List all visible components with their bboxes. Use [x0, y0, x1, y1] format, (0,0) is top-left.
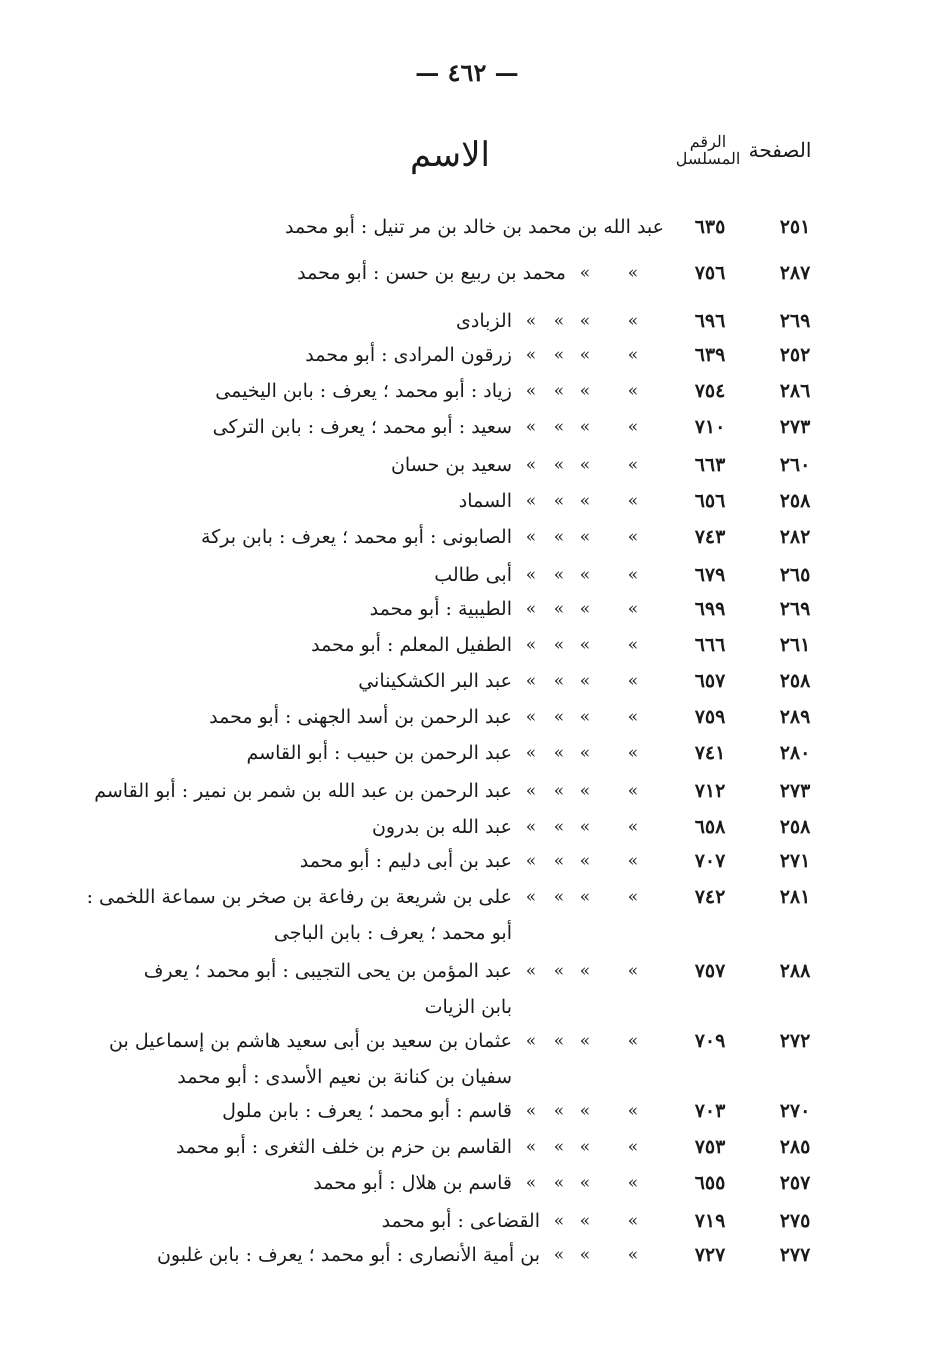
page-cell: ٢٧٣	[779, 416, 811, 438]
ditto-mark: »	[627, 565, 639, 585]
serial-cell: ٦٥٨	[694, 816, 726, 838]
ditto-mark: »	[553, 1211, 565, 1231]
ditto-mark: »	[627, 417, 639, 437]
page-cell: ٢٦٩	[779, 598, 811, 620]
column-header-page: الصفحة	[748, 138, 812, 162]
name-cell: عبد المؤمن بن يحى التجيبى : أبو محمد ؛ يعرف	[143, 960, 512, 982]
serial-cell: ٦٦٣	[694, 454, 726, 476]
ditto-mark: »	[627, 635, 639, 655]
ditto-mark: »	[525, 527, 537, 547]
serial-cell: ٧٥٦	[694, 262, 726, 284]
table-row	[0, 1168, 934, 1198]
page-cell: ٢٨٢	[779, 526, 811, 548]
page-cell: ٢٦١	[779, 634, 811, 656]
ditto-mark: »	[579, 527, 591, 547]
ditto-mark: »	[627, 455, 639, 475]
ditto-mark: »	[553, 1137, 565, 1157]
ditto-mark: »	[525, 345, 537, 365]
ditto-mark: »	[579, 1031, 591, 1051]
page-cell: ٢٥٧	[779, 1172, 811, 1194]
page-cell: ٢٥٨	[779, 670, 811, 692]
table-row	[0, 1206, 934, 1236]
ditto-mark: »	[627, 491, 639, 511]
page-cell: ٢٨٧	[779, 262, 811, 284]
ditto-mark: »	[579, 345, 591, 365]
ditto-mark: »	[579, 1137, 591, 1157]
name-cell: قاسم : أبو محمد ؛ يعرف : بابن ملول	[222, 1100, 512, 1122]
ditto-mark: »	[525, 1101, 537, 1121]
ditto-mark: »	[579, 1245, 591, 1265]
table-row	[0, 882, 934, 912]
serial-cell: ٧٠٩	[694, 1030, 726, 1052]
name-cell: عبد الله بن محمد بن خالد بن مر تنيل : أبو محمد	[285, 216, 664, 238]
name-cell: السماد	[458, 490, 512, 512]
serial-cell: ٧٥٧	[694, 960, 726, 982]
name-cell: عبد الرحمن بن أسد الجهنى : أبو محمد	[209, 706, 512, 728]
ditto-mark: »	[553, 1245, 565, 1265]
ditto-mark: »	[579, 781, 591, 801]
ditto-mark: »	[553, 345, 565, 365]
ditto-mark: »	[553, 417, 565, 437]
ditto-mark: »	[579, 671, 591, 691]
ditto-mark: »	[525, 417, 537, 437]
page-cell: ٢٦٩	[779, 310, 811, 332]
ditto-mark: »	[579, 961, 591, 981]
serial-cell: ٦٣٩	[694, 344, 726, 366]
name-cell: عبد البر الكشكيناني	[358, 670, 512, 692]
ditto-mark: »	[627, 311, 639, 331]
ditto-mark: »	[627, 381, 639, 401]
serial-cell: ٧١٢	[694, 780, 726, 802]
ditto-mark: »	[627, 851, 639, 871]
ditto-mark: »	[525, 817, 537, 837]
serial-cell: ٦٩٦	[694, 310, 726, 332]
ditto-mark: »	[553, 635, 565, 655]
ditto-mark: »	[553, 887, 565, 907]
ditto-mark: »	[627, 1031, 639, 1051]
ditto-mark: »	[627, 345, 639, 365]
ditto-mark: »	[553, 491, 565, 511]
ditto-mark: »	[553, 599, 565, 619]
page-cell: ٢٥٨	[779, 816, 811, 838]
ditto-mark: »	[553, 527, 565, 547]
ditto-mark: »	[627, 887, 639, 907]
serial-cell: ٧٢٧	[694, 1244, 726, 1266]
name-cell: عبد بن أبى دليم : أبو محمد	[299, 850, 512, 872]
ditto-mark: »	[579, 491, 591, 511]
ditto-mark: »	[525, 455, 537, 475]
table-row	[0, 776, 934, 806]
page-cell: ٢٨١	[779, 886, 811, 908]
serial-cell: ٧٥٤	[694, 380, 726, 402]
name-cell: بن أمية الأنصارى : أبو محمد ؛ يعرف : بابن غلبون	[156, 1244, 540, 1266]
ditto-mark: »	[553, 707, 565, 727]
ditto-mark: »	[525, 565, 537, 585]
serial-cell: ٧٠٣	[694, 1100, 726, 1122]
ditto-mark: »	[525, 635, 537, 655]
ditto-mark: »	[525, 1031, 537, 1051]
ditto-mark: »	[627, 263, 639, 283]
page-cell: ٢٥٢	[779, 344, 811, 366]
ditto-mark: »	[627, 671, 639, 691]
ditto-mark: »	[525, 491, 537, 511]
table-row	[0, 630, 934, 660]
ditto-mark: »	[579, 817, 591, 837]
table-row	[0, 1026, 934, 1056]
serial-cell: ٧٤٣	[694, 526, 726, 548]
ditto-mark: »	[525, 707, 537, 727]
ditto-mark: »	[627, 781, 639, 801]
table-row	[0, 956, 934, 986]
page-cell: ٢٨٩	[779, 706, 811, 728]
table-row	[0, 522, 934, 552]
name-cell: محمد بن ربيع بن حسن : أبو محمد	[297, 262, 566, 284]
ditto-mark: »	[553, 743, 565, 763]
table-row	[0, 846, 934, 876]
name-cell: الصابونى : أبو محمد ؛ يعرف : بابن بركة	[201, 526, 512, 548]
page-cell: ٢٧٢	[779, 1030, 811, 1052]
ditto-mark: »	[579, 417, 591, 437]
name-cell: القاسم بن حزم بن خلف الثغرى : أبو محمد	[175, 1136, 512, 1158]
name-cell: على بن شريعة بن رفاعة بن صخر بن سماعة اللخمى :	[86, 886, 512, 908]
ditto-mark: »	[553, 1031, 565, 1051]
ditto-mark: »	[553, 817, 565, 837]
ditto-mark: »	[553, 455, 565, 475]
ditto-mark: »	[627, 1211, 639, 1231]
ditto-mark: »	[553, 381, 565, 401]
serial-cell: ٦٥٧	[694, 670, 726, 692]
page-cell: ٢٧٠	[779, 1100, 811, 1122]
ditto-mark: »	[627, 1173, 639, 1193]
ditto-mark: »	[579, 381, 591, 401]
name-continuation: بابن الزيات	[424, 996, 512, 1018]
table-row	[0, 486, 934, 516]
ditto-mark: »	[525, 1137, 537, 1157]
ditto-mark: »	[525, 961, 537, 981]
ditto-mark: »	[553, 961, 565, 981]
table-row	[0, 340, 934, 370]
name-cell: سعيد بن حسان	[390, 454, 512, 476]
ditto-mark: »	[579, 565, 591, 585]
ditto-mark: »	[525, 781, 537, 801]
page-cell: ٢٥١	[779, 216, 811, 238]
serial-cell: ٦٦٦	[694, 634, 726, 656]
serial-cell: ٧٠٧	[694, 850, 726, 872]
serial-cell: ٧٤٢	[694, 886, 726, 908]
table-row	[0, 594, 934, 624]
table-row	[0, 738, 934, 768]
serial-cell: ٦٥٥	[694, 1172, 726, 1194]
ditto-mark: »	[579, 599, 591, 619]
table-row	[0, 666, 934, 696]
ditto-mark: »	[627, 961, 639, 981]
name-cell: عثمان بن سعيد بن أبى سعيد هاشم بن إسماعيل بن	[109, 1030, 512, 1052]
table-row	[0, 812, 934, 842]
page-cell: ٢٧٥	[779, 1210, 811, 1232]
ditto-mark: »	[525, 599, 537, 619]
ditto-mark: »	[579, 263, 591, 283]
ditto-mark: »	[579, 311, 591, 331]
table-row	[0, 702, 934, 732]
name-cell: الطيبية : أبو محمد	[369, 598, 512, 620]
page-cell: ٢٥٨	[779, 490, 811, 512]
name-cell: سعيد : أبو محمد ؛ يعرف : بابن التركى	[212, 416, 512, 438]
ditto-mark: »	[627, 599, 639, 619]
column-header-name: الاسم	[410, 135, 490, 175]
ditto-mark: »	[525, 887, 537, 907]
page-cell: ٢٧٣	[779, 780, 811, 802]
table-row	[0, 212, 934, 242]
ditto-mark: »	[553, 781, 565, 801]
name-cell: عبد الرحمن بن عبد الله بن شمر بن نمير : أبو القاسم	[94, 780, 512, 802]
ditto-mark: »	[525, 381, 537, 401]
column-header-serial: الرقم المسلسل	[675, 132, 741, 168]
name-cell: زياد : أبو محمد ؛ يعرف : بابن اليخيمى	[215, 380, 512, 402]
ditto-mark: »	[627, 527, 639, 547]
ditto-mark: »	[627, 817, 639, 837]
page-cell: ٢٧٧	[779, 1244, 811, 1266]
name-cell: عبد الرحمن بن حبيب : أبو القاسم	[246, 742, 512, 764]
ditto-mark: »	[579, 1211, 591, 1231]
page-number: — ٤٦٢ —	[415, 58, 519, 87]
table-row	[0, 1132, 934, 1162]
ditto-mark: »	[579, 1101, 591, 1121]
serial-cell: ٦٣٥	[694, 216, 726, 238]
ditto-mark: »	[553, 311, 565, 331]
ditto-mark: »	[579, 635, 591, 655]
ditto-mark: »	[579, 887, 591, 907]
serial-cell: ٧١٩	[694, 1210, 726, 1232]
ditto-mark: »	[579, 455, 591, 475]
ditto-mark: »	[525, 1173, 537, 1193]
name-cell: زرقون المرادى : أبو محمد	[305, 344, 512, 366]
ditto-mark: »	[525, 743, 537, 763]
page-cell: ٢٦٠	[779, 454, 811, 476]
serial-cell: ٦٥٦	[694, 490, 726, 512]
serial-cell: ٧٥٣	[694, 1136, 726, 1158]
name-cell: أبى طالب	[434, 564, 512, 586]
ditto-mark: »	[525, 851, 537, 871]
table-row	[0, 1240, 934, 1270]
ditto-mark: »	[627, 743, 639, 763]
ditto-mark: »	[579, 743, 591, 763]
page-cell: ٢٨٦	[779, 380, 811, 402]
name-continuation: سفيان بن كنانة بن نعيم الأسدى : أبو محمد	[177, 1066, 512, 1088]
ditto-mark: »	[525, 311, 537, 331]
ditto-mark: »	[627, 1137, 639, 1157]
ditto-mark: »	[525, 671, 537, 691]
serial-cell: ٦٧٩	[694, 564, 726, 586]
ditto-mark: »	[579, 707, 591, 727]
page-cell: ٢٨٠	[779, 742, 811, 764]
name-cell: الطفيل المعلم : أبو محمد	[311, 634, 512, 656]
ditto-mark: »	[553, 851, 565, 871]
table-row	[0, 258, 934, 288]
name-cell: القضاعى : أبو محمد	[381, 1210, 540, 1232]
ditto-mark: »	[627, 1245, 639, 1265]
page-cell: ٢٦٥	[779, 564, 811, 586]
table-row	[0, 1096, 934, 1126]
name-cell: قاسم بن هلال : أبو محمد	[313, 1172, 512, 1194]
table-row	[0, 450, 934, 480]
ditto-mark: »	[579, 1173, 591, 1193]
table-row	[0, 306, 934, 336]
serial-cell: ٧٥٩	[694, 706, 726, 728]
serial-cell: ٧١٠	[694, 416, 726, 438]
page-cell: ٢٧١	[779, 850, 811, 872]
page-cell: ٢٨٨	[779, 960, 811, 982]
table-row	[0, 412, 934, 442]
ditto-mark: »	[627, 707, 639, 727]
serial-cell: ٧٤١	[694, 742, 726, 764]
name-cell: عبد الله بن بدرون	[371, 816, 512, 838]
table-row	[0, 560, 934, 590]
ditto-mark: »	[627, 1101, 639, 1121]
name-continuation: أبو محمد ؛ يعرف : بابن الباجى	[273, 922, 512, 944]
ditto-mark: »	[553, 1101, 565, 1121]
ditto-mark: »	[579, 851, 591, 871]
ditto-mark: »	[553, 671, 565, 691]
ditto-mark: »	[553, 565, 565, 585]
ditto-mark: »	[553, 1173, 565, 1193]
serial-cell: ٦٩٩	[694, 598, 726, 620]
name-cell: الزبادى	[456, 310, 512, 332]
page-cell: ٢٨٥	[779, 1136, 811, 1158]
table-row	[0, 376, 934, 406]
